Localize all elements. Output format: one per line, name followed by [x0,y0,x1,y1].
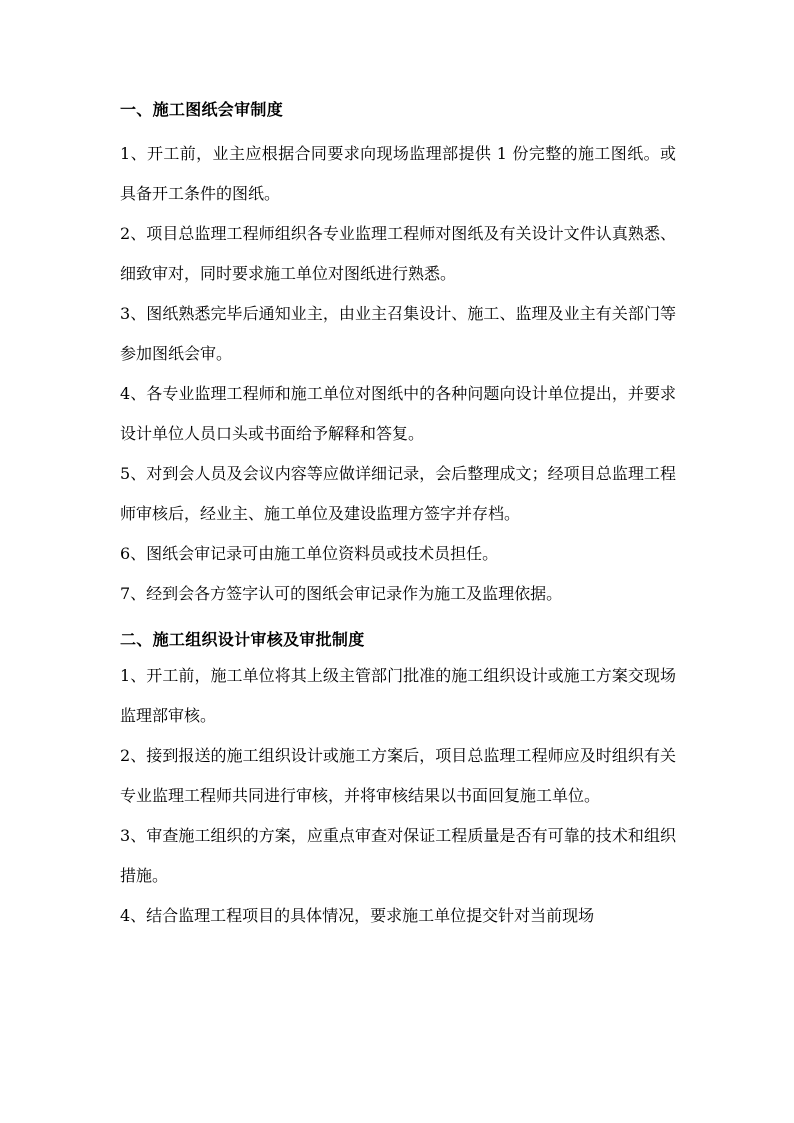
section-heading: 一、施工图纸会审制度 [120,100,284,119]
paragraph: 4、各专业监理工程师和施工单位对图纸中的各种问题向设计单位提出，并要求设计单位人员口头或书面给予解释和答复。 [120,384,676,443]
paragraph: 3、图纸熟悉完毕后通知业主，由业主召集设计、施工、监理及业主有关部门等参加图纸会审。 [120,304,676,363]
section-heading: 二、施工组织设计审核及审批制度 [120,630,365,649]
paragraph: 5、对到会人员及会议内容等应做详细记录，会后整理成文；经项目总监理工程师审核后，经业主、施工单位及建设监理方签字并存档。 [120,464,676,523]
paragraph: 4、结合监理工程项目的具体情况，要求施工单位提交针对当前现场 [120,906,595,925]
section-construction-plan-review [120,628,676,936]
section-drawing-review [120,98,676,614]
paragraph: 1、开工前，业主应根据合同要求向现场监理部提供 1 份完整的施工图纸。或具备开工条件的图纸。 [120,144,676,203]
paragraph: 2、项目总监理工程师组织各专业监理工程师对图纸及有关设计文件认真熟悉、细致审对，同时要求施工单位对图纸进行熟悉。 [120,224,676,283]
paragraph: 7、经到会各方签字认可的图纸会审记录作为施工及监理依据。 [120,584,563,603]
paragraph: 1、开工前，施工单位将其上级主管部门批准的施工组织设计或施工方案交现场监理部审核。 [120,666,676,725]
paragraph: 3、审查施工组织的方案，应重点审查对保证工程质量是否有可靠的技术和组织措施。 [120,826,676,885]
paragraph: 2、接到报送的施工组织设计或施工方案后，项目总监理工程师应及时组织有关专业监理工程师共同进行审核，并将审核结果以书面回复施工单位。 [120,746,676,805]
document-body [120,98,676,936]
paragraph: 6、图纸会审记录可由施工单位资料员或技术员担任。 [120,544,499,563]
